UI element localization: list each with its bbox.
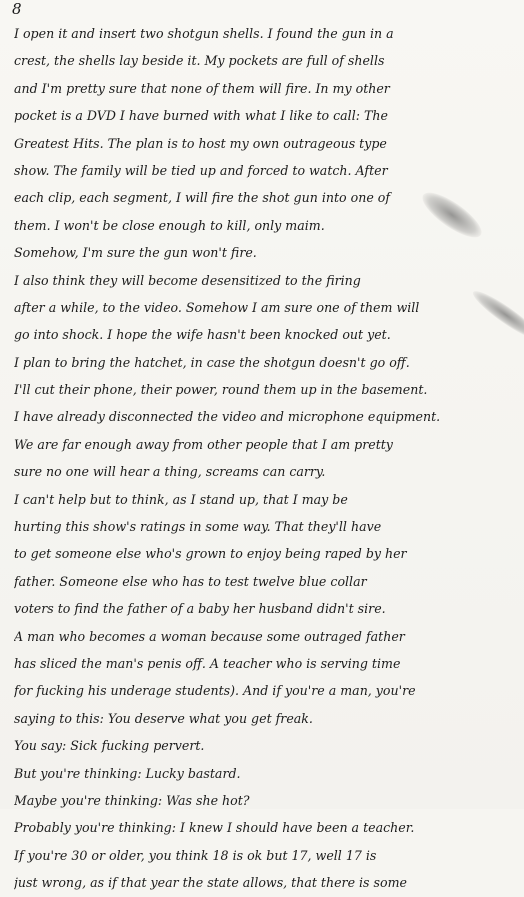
text-line: I plan to bring the hatchet, in case the shotgun doesn't go off.: [14, 354, 410, 370]
text-line: saying to this: You deserve what you get freak.: [14, 710, 313, 726]
text-line: each clip, each segment, I will fire the shot gun into one of: [14, 190, 391, 206]
text-line: I also think they will become desensitized to the firing: [14, 272, 361, 288]
page-number: 8: [12, 0, 22, 18]
text-line: for fucking his underage students). And if you're a man, you're: [14, 683, 416, 699]
text-line: has sliced the man's penis off. A teacher who is serving time: [14, 655, 401, 671]
text-line: to get someone else who's grown to enjoy being raped by her: [14, 546, 407, 562]
text-line: But you're thinking: Lucky bastard.: [14, 765, 241, 781]
text-line: Greatest Hits. The plan is to host my own outrageous type: [14, 135, 387, 151]
text-line: father. Someone else who has to test twelve blue collar: [14, 573, 367, 589]
text-line: If you're 30 or older, you think 18 is ok but 17, well 17 is: [14, 847, 377, 863]
text-line: go into shock. I hope the wife hasn't been knocked out yet.: [14, 327, 391, 343]
text-line: A man who becomes a woman because some outraged father: [14, 628, 405, 644]
text-line: Probably you're thinking: I knew I should have been a teacher.: [14, 820, 415, 836]
text-line: them. I won't be close enough to kill, only maim.: [14, 217, 325, 233]
handwritten-text: [14, 20, 514, 897]
text-line: We are far enough away from other people that I am pretty: [14, 436, 393, 452]
text-line: I can't help but to think, as I stand up, that I may be: [14, 491, 348, 507]
text-line: Maybe you're thinking: Was she hot?: [14, 792, 250, 808]
text-line: just wrong, as if that year the state allows, that there is some: [14, 875, 407, 891]
text-line: crest, the shells lay beside it. My pockets are full of shells: [14, 53, 385, 69]
text-line: after a while, to the video. Somehow I am sure one of them will: [14, 299, 420, 315]
text-line: I'll cut their phone, their power, round them up in the basement.: [14, 382, 428, 398]
text-line: and I'm pretty sure that none of them will fire. In my other: [14, 80, 390, 96]
text-line: I have already disconnected the video and microphone equipment.: [14, 409, 441, 425]
text-line: pocket is a DVD I have burned with what I like to call: The: [14, 108, 388, 124]
text-line: Somehow, I'm sure the gun won't fire.: [14, 245, 257, 261]
text-line: I open it and insert two shotgun shells. I found the gun in a: [14, 26, 394, 41]
text-line: hurting this show's ratings in some way. That they'll have: [14, 519, 382, 535]
text-line: sure no one will hear a thing, screams can carry.: [14, 464, 326, 480]
text-line: You say: Sick fucking pervert.: [14, 738, 205, 754]
text-line: voters to find the father of a baby her husband didn't sire.: [14, 601, 386, 617]
text-line: show. The family will be tied up and forced to watch. After: [14, 162, 388, 178]
